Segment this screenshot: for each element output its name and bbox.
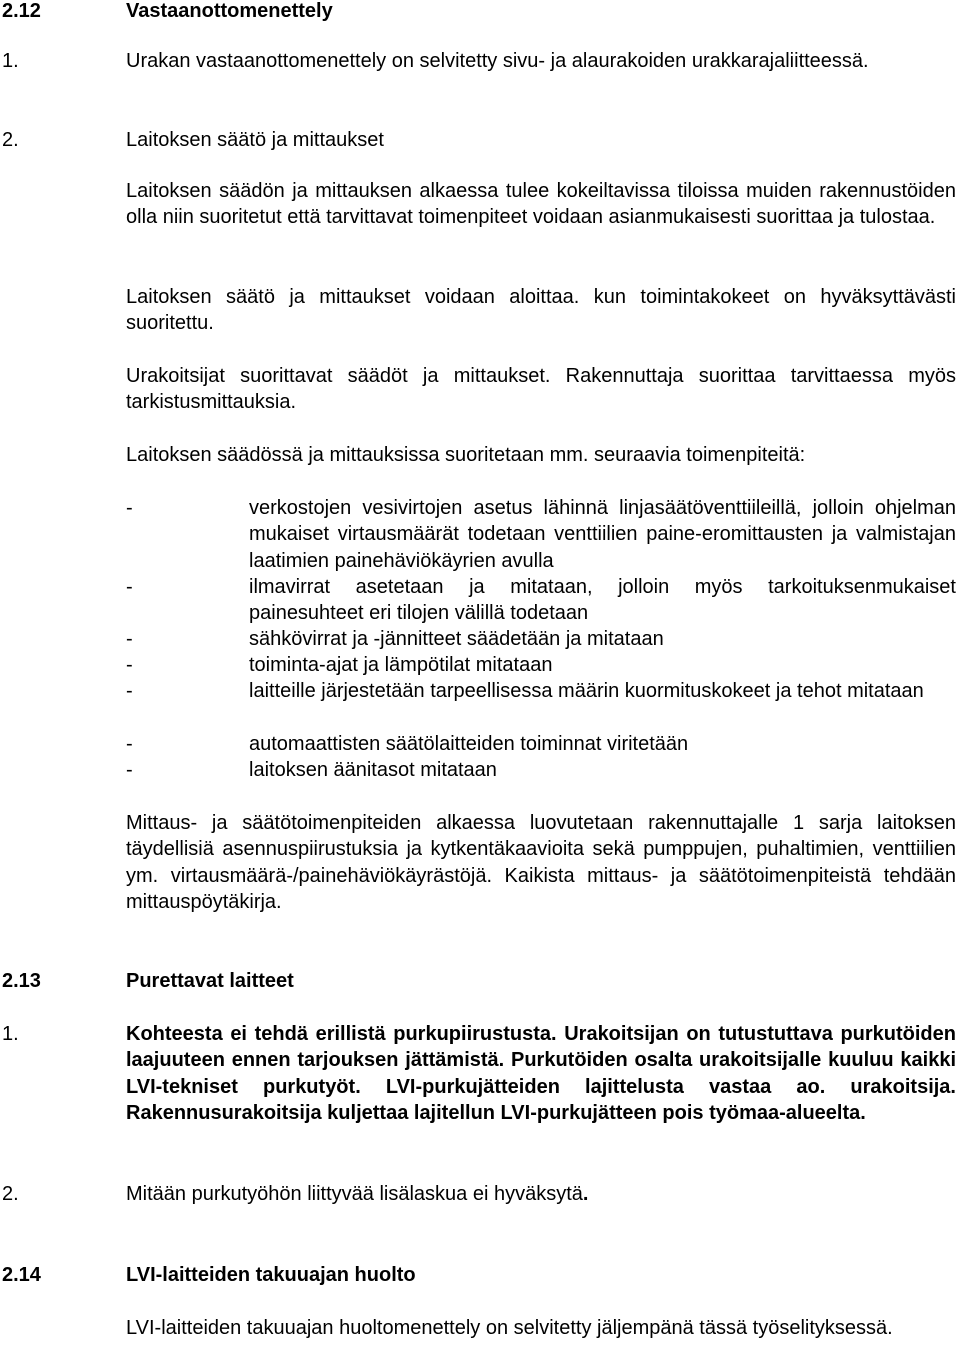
section-number-2-12: 2.12 xyxy=(2,0,41,22)
bullet-dash: - xyxy=(126,733,133,755)
item-text-2 xyxy=(126,1181,956,1207)
bullet-dash: - xyxy=(126,759,133,781)
bullet-item: ilmavirrat asetetaan ja mitataan, jolloin myös tarkoituksenmukaiset painesuhteet eri tilojen välillä todetaan xyxy=(249,576,956,625)
item-number-2: 2. xyxy=(2,129,19,151)
bullet-item: toiminta-ajat ja lämpötilat mitataan xyxy=(249,654,553,676)
bullet-dash: - xyxy=(126,576,133,598)
section-number-2-13: 2.13 xyxy=(2,970,41,992)
item-text-2-period: . xyxy=(582,1183,589,1205)
bullet-dash: - xyxy=(126,680,133,702)
item-number-2: 2. xyxy=(2,1183,19,1205)
item-text-1: Kohteesta ei tehdä erillistä purkupiirustusta. Urakoitsijan on tutustuttava purkutöiden laajuuteen ennen tarjouksen jättämistä. Purkutöiden osalta urakoitsijalle kuuluu kaikki LVI-tekniset purkutyöt. LVI-purkujätteiden lajittelusta vastaa ao. urakoitsija. Rakennusurakoitsija kuljettaa lajitellun LVI-purkujätteen pois työmaa-alueelta. xyxy=(126,1023,956,1124)
paragraph-1: Laitoksen säädön ja mittauksen alkaessa tulee kokeiltavissa tiloissa muiden rakennustöiden olla niin suoritetut että tarvittavat toimenpiteet voidaan asianmukaisesti suorittaa ja tulostaa. xyxy=(126,180,956,229)
paragraph-2: Laitoksen säätö ja mittaukset voidaan aloittaa. kun toimintakokeet on hyväksyttävästi suoritettu. xyxy=(126,286,956,335)
bullet-item: verkostojen vesivirtojen asetus lähinnä linjasäätöventtiileillä, jolloin ohjelman mukaiset virtausmäärät todetaan venttiilien paine-eromittausten ja valmistajan laatimien painehäviökäyrien avulla xyxy=(249,497,956,572)
section-number-2-14: 2.14 xyxy=(2,1264,41,1286)
section-title-2-12: Vastaanottomenettely xyxy=(126,0,333,22)
item-number-1: 1. xyxy=(2,50,19,72)
bullet-item: laitoksen äänitasot mitataan xyxy=(249,759,497,781)
bullet-item: sähkövirrat ja -jännitteet säädetään ja mitataan xyxy=(249,628,664,650)
bullet-item: laitteille järjestetään tarpeellisessa määrin kuormituskokeet ja tehot mitataan xyxy=(249,680,924,702)
bullet-dash: - xyxy=(126,497,133,519)
bullet-dash: - xyxy=(126,628,133,650)
item-number-1: 1. xyxy=(2,1023,19,1045)
section-title-2-13: Purettavat laitteet xyxy=(126,970,294,992)
bullet-dash: - xyxy=(126,654,133,676)
item-title-2: Laitoksen säätö ja mittaukset xyxy=(126,129,384,151)
paragraph-2-14: LVI-laitteiden takuuajan huoltomenettely on selvitetty jäljempänä tässä työselityksessä. xyxy=(126,1317,893,1339)
paragraph-4: Laitoksen säädössä ja mittauksissa suoritetaan mm. seuraavia toimenpiteitä: xyxy=(126,444,806,466)
paragraph-5: Mittaus- ja säätötoimenpiteiden alkaessa luovutetaan rakennuttajalle 1 sarja laitoksen täydellisiä asennuspiirustuksia ja kytkentäkaavioita sekä pumppujen, puhaltimien, venttiilien ym. virtausmäärä-/painehäviökäyrästöjä. Kaikista mittaus- ja säätötoimenpiteistä tehdään mittauspöytäkirja. xyxy=(126,812,956,913)
item-text-1: Urakan vastaanottomenettely on selvitetty sivu- ja alaurakoiden urakkarajaliitteessä. xyxy=(126,50,869,72)
paragraph-3: Urakoitsijat suorittavat säädöt ja mittaukset. Rakennuttaja suorittaa tarvittaessa myös tarkistusmittauksia. xyxy=(126,365,956,414)
item-text-2-body: Mitään purkutyöhön liittyvää lisälaskua ei hyväksytä xyxy=(126,1183,583,1205)
bullet-item: automaattisten säätölaitteiden toiminnat viritetään xyxy=(249,733,689,755)
section-title-2-14: LVI-laitteiden takuuajan huolto xyxy=(126,1264,416,1286)
